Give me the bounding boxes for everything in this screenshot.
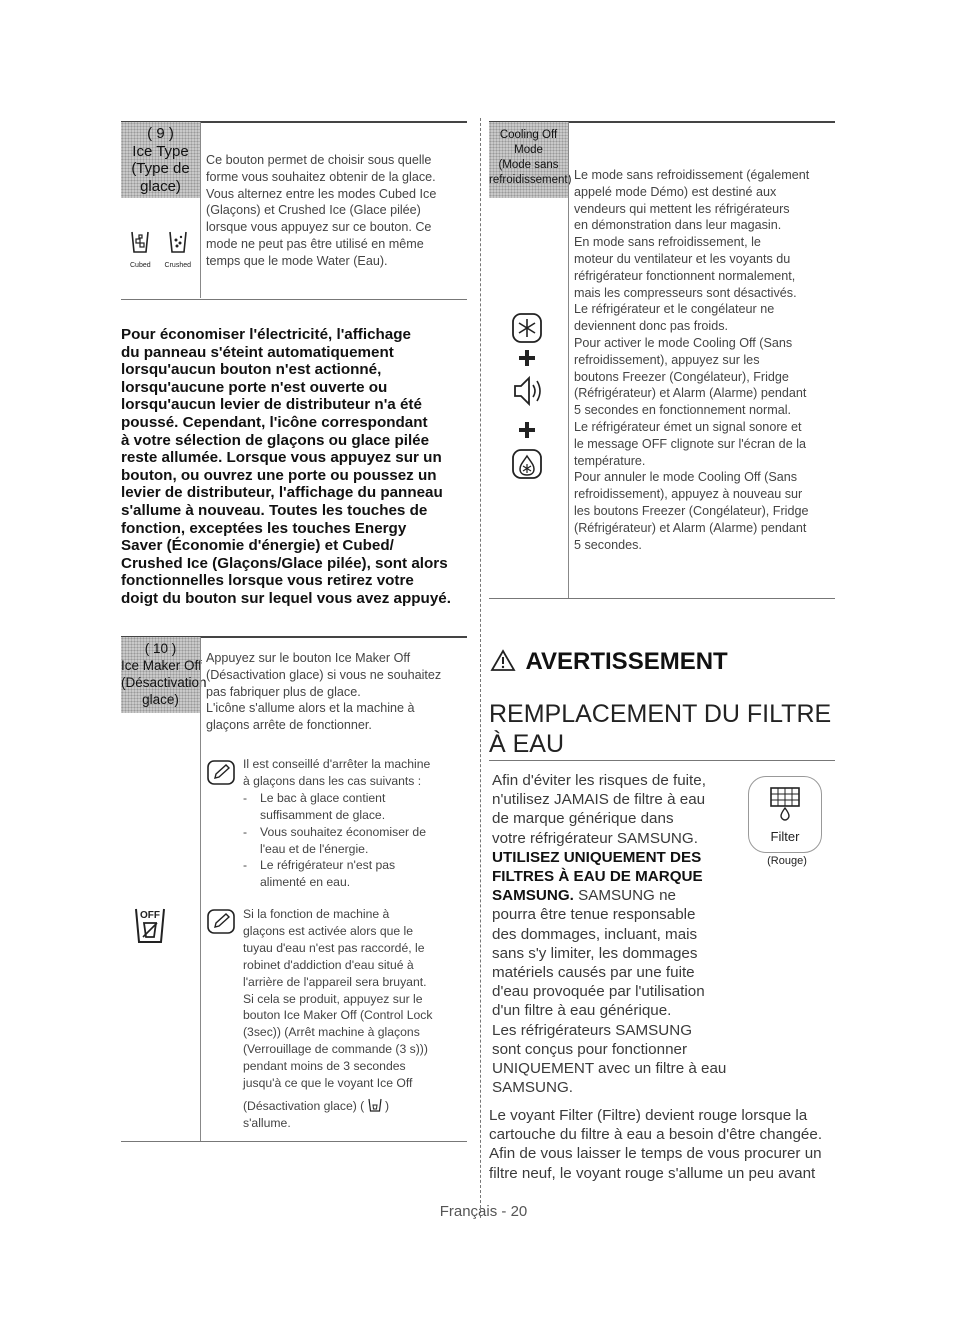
filter-title-line: REMPLACEMENT DU FILTRE xyxy=(489,700,832,728)
note2-line: jusqu'à ce que le voyant Ice Off xyxy=(243,1076,413,1091)
cooling-off-desc-line: (Réfrigérateur) et Alarm (Alarme) pendant xyxy=(574,520,807,535)
note-icon-2 xyxy=(207,909,237,940)
warning-heading xyxy=(491,648,728,676)
cooling-off-desc-line: boutons Freezer (Congélateur), Fridge xyxy=(574,369,789,384)
note2-line: (3sec)) (Arrêt machine à glaçons xyxy=(243,1025,420,1040)
ice-type-description xyxy=(206,152,436,270)
ice-maker-off-title-box xyxy=(121,637,207,713)
cooling-off-desc-line: (Réfrigérateur) et Alarm (Alarme) pendant xyxy=(574,386,807,401)
energy-note-line: fonction, exceptées les touches Energy xyxy=(121,519,407,537)
ice-type-desc-line: Ce bouton permet de choisir sous quelle xyxy=(206,153,432,167)
filter-icon xyxy=(765,785,805,821)
note2-last-line: s'allume. xyxy=(243,1115,291,1130)
ice-maker-note-1 xyxy=(243,756,430,891)
alarm-speaker-icon xyxy=(515,378,540,404)
cooling-off-desc-line: le message OFF clignote sur l'écran de la xyxy=(574,436,806,451)
cooling-off-desc-line: les boutons Freezer (Congélateur), Fridge xyxy=(574,503,809,518)
ice-type-desc-line: forme vous souhaitez obtenir de la glace. xyxy=(206,169,436,184)
note1-line: Il est conseillé d'arrêter la machine xyxy=(243,757,431,771)
filter-icon-label: Filter xyxy=(770,829,800,844)
cooling-off-desc-line: en démonstration dans leur magasin. xyxy=(574,218,782,233)
warning-para-line: SAMSUNG. xyxy=(492,1079,574,1097)
warning-para-line: SAMSUNG. SAMSUNG ne xyxy=(492,887,676,905)
page-footer: Français - 20 xyxy=(439,1203,528,1220)
filter-indicator xyxy=(748,776,822,853)
warning-para-line: des dommages, incluant, mais xyxy=(492,925,698,943)
cooling-off-description xyxy=(574,167,809,553)
note2-line: bouton Ice Maker Off (Control Lock xyxy=(243,1008,433,1023)
cubed-crushed-icons xyxy=(130,230,196,256)
energy-note-line: levier de distributeur, l'affichage du panneau xyxy=(121,484,443,502)
cooling-off-desc-line: 5 secondes. xyxy=(574,537,642,552)
warning-para-line: UTILISEZ UNIQUEMENT DES xyxy=(492,848,702,866)
energy-note-line: lorsqu'aucun levier de distributeur n'a été xyxy=(121,396,422,414)
cooling-off-desc-line: vendeurs qui mettent les réfrigérateurs xyxy=(574,201,790,216)
energy-note-line: du panneau s'éteint automatiquement xyxy=(121,343,394,361)
cooling-off-desc-line: Le réfrigérateur émet un signal sonore et xyxy=(574,419,802,434)
cooling-off-desc-line: Le mode sans refroidissement (également xyxy=(574,168,810,182)
note1-bullet-line: suffisamment de glace. xyxy=(260,807,386,822)
warning-triangle-icon xyxy=(491,649,515,671)
filter-para-line: cartouche du filtre à eau a besoin d'être changée. xyxy=(489,1126,823,1144)
cooling-off-desc-line: mais les compresseurs sont désactivés. xyxy=(574,285,797,300)
warning-para-line: pourra être tenue responsable xyxy=(492,906,696,924)
note2-line: Si cela se produit, appuyez sur le xyxy=(243,991,423,1006)
warning-para-line: n'utilisez JAMAIS de filtre à eau xyxy=(492,791,706,809)
warning-paragraph xyxy=(492,771,726,1097)
warning-para-line: votre réfrigérateur SAMSUNG. xyxy=(492,829,698,847)
energy-note-line: fonctionnelles lorsque vous retirez votre xyxy=(121,572,414,590)
note1-bullet-line: - Vous souhaitez économiser de xyxy=(243,824,426,839)
cooling-bottom-rule xyxy=(489,598,835,599)
ice-type-desc-line: Vous alternez entre les modes Cubed Ice xyxy=(206,186,437,201)
energy-note-line: lorsqu'aucune porte n'est ouverte ou xyxy=(121,378,388,396)
energy-note-line: à votre sélection de glaçons ou glace pilée xyxy=(121,431,430,449)
ice-maker-note-2-tail xyxy=(243,1098,389,1132)
cooling-off-title-line: Cooling Off xyxy=(499,129,558,141)
cooling-off-icons xyxy=(509,312,549,487)
warning-para-line: matériels causés par une fuite xyxy=(492,964,695,982)
note2-line: (Verrouillage de commande (3 s))) xyxy=(243,1042,428,1057)
note1-bullet-line: - Le réfrigérateur n'est pas xyxy=(243,858,396,873)
cooling-off-desc-line: En mode sans refroidissement, le xyxy=(574,235,761,250)
ice-maker-off-icon xyxy=(133,906,173,951)
note2-line: l'arrière de l'appareil sera bruyant. xyxy=(243,974,427,989)
cubed-label: Cubed xyxy=(130,262,151,269)
ice-type-bottom-rule xyxy=(121,299,467,300)
cooling-off-desc-line: Pour annuler le mode Cooling Off (Sans xyxy=(574,470,798,485)
ice-maker-off-title-line: ( 10 ) xyxy=(144,641,177,656)
cooling-off-desc-line: refroidissement), appuyez sur les xyxy=(574,352,760,367)
note-pencil-icon xyxy=(207,909,237,935)
energy-note-line: s'allume à nouveau. Toutes les touches de xyxy=(121,501,428,519)
filter-para-line: Le voyant Filter (Filtre) devient rouge lorsque la xyxy=(489,1107,808,1124)
warning-para-line: Les réfrigérateurs SAMSUNG xyxy=(492,1021,693,1039)
cooling-off-title-box xyxy=(489,122,572,198)
ice-maker-off-desc-line: pas fabriquer plus de glace. xyxy=(206,684,361,699)
warning-label: AVERTISSEMENT xyxy=(525,648,728,675)
plus-icon-2 xyxy=(519,422,535,438)
energy-note-line: bouton, ou ouvrez une porte ou poussez un xyxy=(121,466,437,484)
warning-para-line: UNIQUEMENT avec un filtre à eau xyxy=(492,1060,727,1078)
cooling-off-desc-line: 5 secondes en fonctionnement normal. xyxy=(574,403,792,418)
ice-maker-off-title-line: (Désactivation xyxy=(121,675,207,690)
note-icon-1 xyxy=(207,760,237,791)
ice-maker-off-desc-line: L'icône s'allume alors et la machine à xyxy=(206,701,415,716)
warning-para-line: Afin d'éviter les risques de fuite, xyxy=(492,772,706,789)
energy-note-line: doigt du bouton sur lequel vous avez appuyé. xyxy=(121,589,451,607)
cubed-icon xyxy=(132,232,148,252)
cooling-off-title-line: refroidissement) xyxy=(489,174,572,186)
ice-off-icon xyxy=(133,906,173,946)
cooling-off-title-line: Mode xyxy=(514,144,543,156)
ice-type-desc-line: (Glaçons) et Crushed Ice (Glace pilée) xyxy=(206,203,421,218)
ice-type-desc-line: temps que le mode Water (Eau). xyxy=(206,253,388,268)
button-combo-icons xyxy=(509,312,549,482)
energy-note-line: lorsqu'aucun bouton n'est actionné, xyxy=(121,361,382,379)
ice-off-inline-icon xyxy=(368,1098,382,1112)
energy-note-line: Saver (Économie d'énergie) et Cubed/ xyxy=(121,537,394,555)
filter-title-line: À EAU xyxy=(489,730,565,758)
column-divider xyxy=(480,118,481,1218)
energy-note-line: reste allumée. Lorsque vous appuyez sur un xyxy=(121,449,442,467)
note1-bullet-line: alimenté en eau. xyxy=(260,875,351,890)
note-pencil-icon xyxy=(207,760,237,786)
cooling-off-desc-line: Le réfrigérateur et le congélateur ne xyxy=(574,302,775,317)
ice-maker-off-title-line: Ice Maker Off xyxy=(121,658,202,673)
note2-line: robinet d'addiction d'eau situé à xyxy=(243,957,414,972)
warning-para-line: de marque générique dans xyxy=(492,810,674,828)
filter-section-title xyxy=(489,699,831,759)
ice-type-divider xyxy=(200,122,201,298)
ice-maker-off-divider xyxy=(200,637,201,1141)
note2-tail-close: ) xyxy=(385,1099,390,1113)
energy-saving-note xyxy=(121,326,451,608)
cooling-off-desc-line: température. xyxy=(574,453,646,468)
warning-para-line: sans s'y limiter, les dommages xyxy=(492,944,698,962)
note2-tail-text: (Désactivation glace) ( xyxy=(243,1099,365,1113)
warning-para-line: d'un filtre à eau générique. xyxy=(492,1002,672,1020)
filter-caption: (Rouge) xyxy=(767,855,807,867)
ice-maker-off-bottom-rule xyxy=(121,1141,467,1142)
ice-type-icons xyxy=(130,230,200,269)
ice-type-title-line: (Type de xyxy=(131,160,190,177)
cooling-off-desc-line: Pour activer le mode Cooling Off (Sans xyxy=(574,335,793,350)
title-underline xyxy=(489,760,835,761)
note1-bullet-line: - Le bac à glace contient xyxy=(243,790,386,805)
ice-type-title-line: Ice Type xyxy=(132,142,189,160)
cooling-off-title-line: (Mode sans xyxy=(498,159,559,171)
ice-type-title-line: glace) xyxy=(140,177,181,195)
ice-type-desc-line: mode ne peut pas être utilisé en même xyxy=(206,236,424,251)
ice-maker-off-desc-line: Appuyez sur le bouton Ice Maker Off xyxy=(206,651,411,665)
note1-line: à glaçons dans les cas suivants : xyxy=(243,773,422,788)
note2-line: pendant moins de 3 secondes xyxy=(243,1059,406,1074)
cooling-off-desc-line: moteur du ventilateur et les voyants du xyxy=(574,251,791,266)
note2-line: Si la fonction de machine à xyxy=(243,907,390,921)
off-label: OFF xyxy=(140,910,160,921)
plus-icon-1 xyxy=(519,350,535,366)
ice-type-desc-line: lorsque vous appuyez sur ce bouton. Ce xyxy=(206,220,432,235)
energy-note-line: Pour économiser l'électricité, l'affichage xyxy=(121,326,411,343)
ice-type-title-box xyxy=(121,122,200,198)
warning-para-line: FILTRES À EAU DE MARQUE xyxy=(492,868,703,886)
note2-line: tuyau d'eau n'est pas raccordé, le xyxy=(243,940,425,955)
note1-bullet-line: l'eau et de l'énergie. xyxy=(260,841,369,856)
energy-note-line: Crushed Ice (Glaçons/Glace pilée), sont alors xyxy=(121,554,448,572)
ice-maker-off-desc-line: (Désactivation glace) si vous ne souhaitez xyxy=(206,667,442,682)
filter-indicator-paragraph xyxy=(489,1106,822,1183)
cooling-off-desc-line: deviennent donc pas froids. xyxy=(574,319,729,334)
filter-para-line: filtre neuf, le voyant rouge s'allume un peu avant xyxy=(489,1164,816,1182)
cooling-off-desc-line: refroidissement), appuyez à nouveau sur xyxy=(574,487,803,502)
filter-para-line: Afin de vous laisser le temps de vous procurer un xyxy=(489,1145,822,1163)
crushed-icon xyxy=(170,232,186,252)
warning-para-line: sont conçus pour fonctionner xyxy=(492,1040,688,1058)
cooling-off-divider xyxy=(568,122,569,598)
ice-maker-off-description xyxy=(206,650,441,734)
cooling-off-desc-line: appelé mode Démo) est destiné aux xyxy=(574,184,777,199)
ice-maker-note-2 xyxy=(243,906,432,1092)
freezer-icon xyxy=(513,314,541,342)
ice-type-title-line: ( 9 ) xyxy=(147,125,174,142)
cooling-off-desc-line: réfrigérateur fonctionnent normalement, xyxy=(574,268,796,283)
ice-maker-off-title-line: glace) xyxy=(142,692,179,707)
warning-para-line: d'eau provoquée par l'utilisation xyxy=(492,983,705,1001)
fridge-icon xyxy=(513,450,541,478)
ice-maker-off-desc-line: glaçons arrête de fonctionner. xyxy=(206,718,372,733)
note2-line: glaçons est activée alors que le xyxy=(243,923,414,938)
crushed-label: Crushed xyxy=(164,262,192,269)
energy-note-line: poussé. Cependant, l'icône correspondant xyxy=(121,413,428,431)
